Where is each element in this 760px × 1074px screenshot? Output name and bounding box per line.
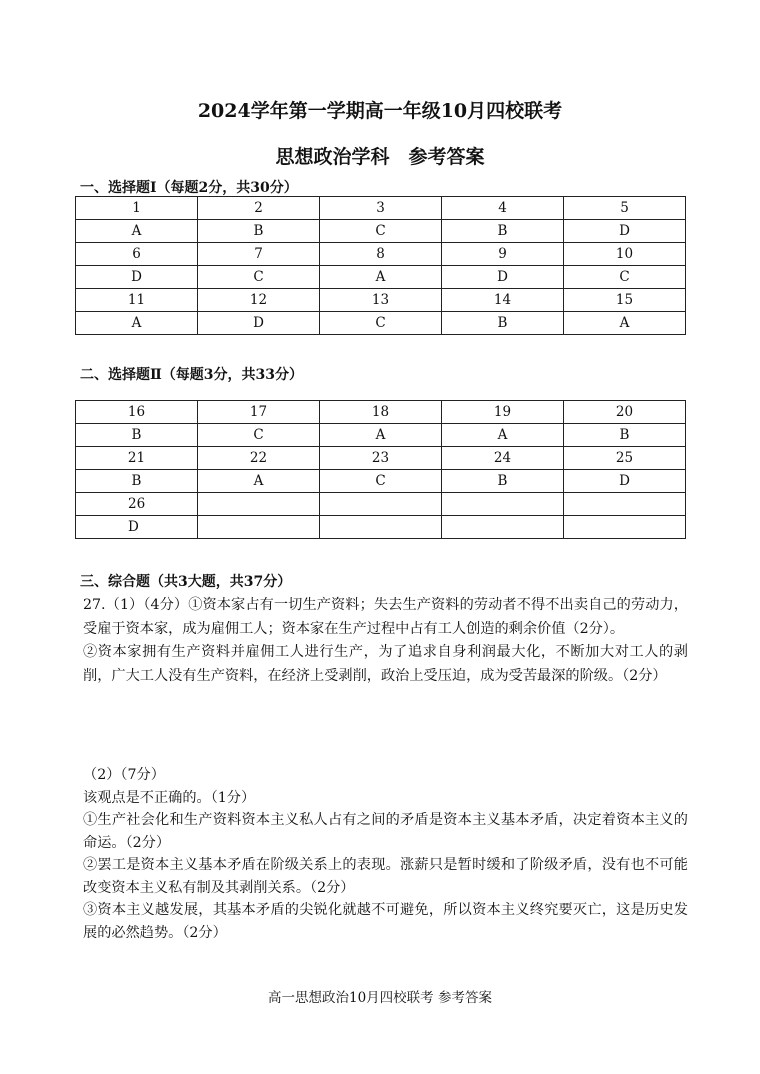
table-cell: 22 <box>198 447 320 470</box>
table-cell: 6 <box>76 243 198 266</box>
table-cell: 11 <box>76 289 198 312</box>
table-cell: 18 <box>320 401 442 424</box>
table-cell: 26 <box>76 493 198 516</box>
table-cell <box>564 516 686 539</box>
table-cell: D <box>442 266 564 289</box>
table-cell: 20 <box>564 401 686 424</box>
table-row <box>76 266 686 289</box>
table-cell: 1 <box>76 197 198 220</box>
table-cell <box>564 493 686 516</box>
table-row <box>76 401 686 424</box>
document-subtitle: 思想政治学科 参考答案 <box>275 146 485 168</box>
answer-27-2-a: 该观点是不正确的。（1分） <box>83 789 256 806</box>
table-cell: 9 <box>442 243 564 266</box>
table-cell: B <box>76 470 198 493</box>
table-cell: D <box>76 266 198 289</box>
table-cell: B <box>564 424 686 447</box>
answer-27-2-d: ③资本主义越发展，其基本矛盾的尖锐化就越不可避免，所以资本主义终究要灭亡，这是历史发展的必然趋势。（2分） <box>83 902 688 941</box>
table-row <box>76 424 686 447</box>
section3-heading: 三、综合题（共3大题，共37分） <box>80 574 292 590</box>
table-cell: 17 <box>198 401 320 424</box>
table-cell: B <box>76 424 198 447</box>
table-cell: 15 <box>564 289 686 312</box>
table-cell: 2 <box>198 197 320 220</box>
table-cell: A <box>198 470 320 493</box>
table-cell: A <box>564 312 686 335</box>
table-cell <box>198 516 320 539</box>
table-cell: 4 <box>442 197 564 220</box>
table-cell: 3 <box>320 197 442 220</box>
table-cell: 16 <box>76 401 198 424</box>
table-cell: B <box>442 470 564 493</box>
table-cell: 25 <box>564 447 686 470</box>
table-cell: C <box>320 470 442 493</box>
table-cell <box>442 493 564 516</box>
table-row <box>76 197 686 220</box>
table-cell: 5 <box>564 197 686 220</box>
table-cell <box>198 493 320 516</box>
answer-27-2-c: ②罢工是资本主义基本矛盾在阶级关系上的表现。涨薪只是暂时缓和了阶级矛盾，没有也不可能改变资本主义私有制及其剥削关系。（2分） <box>83 857 688 896</box>
table-cell: 10 <box>564 243 686 266</box>
table-cell: 7 <box>198 243 320 266</box>
table-cell: A <box>442 424 564 447</box>
table-cell: C <box>320 312 442 335</box>
table-row <box>76 493 686 516</box>
table-row <box>76 516 686 539</box>
table-cell: 23 <box>320 447 442 470</box>
answer-27-1-a: 27.（1）（4分）①资本家占有一切生产资料；失去生产资料的劳动者不得不出卖自己的劳动力，受雇于资本家，成为雇佣工人；资本家在生产过程中占有工人创造的剩余价值（2分）。 <box>83 597 688 637</box>
table-cell <box>320 516 442 539</box>
table-cell <box>442 516 564 539</box>
table-cell: C <box>198 424 320 447</box>
table-row <box>76 289 686 312</box>
document-title: 2024学年第一学期高一年级10月四校联考 <box>197 100 563 122</box>
table-cell: B <box>442 312 564 335</box>
table-cell: 12 <box>198 289 320 312</box>
table-cell: D <box>76 516 198 539</box>
table-cell: D <box>198 312 320 335</box>
table-cell: A <box>76 312 198 335</box>
table-row <box>76 243 686 266</box>
section2-heading: 二、选择题Ⅱ（每题3分，共33分） <box>80 367 304 383</box>
table-cell: 19 <box>442 401 564 424</box>
answer-table-1 <box>75 196 686 335</box>
table-cell: A <box>320 424 442 447</box>
page-footer: 高一思想政治10月四校联考 参考答案 <box>268 990 492 1006</box>
table-cell: 14 <box>442 289 564 312</box>
table-cell: B <box>198 220 320 243</box>
question-27-part1 <box>83 594 688 688</box>
table-cell: C <box>320 220 442 243</box>
table-cell: 21 <box>76 447 198 470</box>
answer-27-1-b: ②资本家拥有生产资料并雇佣工人进行生产，为了追求自身利润最大化，不断加大对工人的剥削，广大工人没有生产资料，在经济上受剥削，政治上受压迫，成为受苦最深的阶级。（2分） <box>83 644 688 684</box>
table-row <box>76 447 686 470</box>
table-cell: C <box>564 266 686 289</box>
table-cell <box>320 493 442 516</box>
table-cell: A <box>320 266 442 289</box>
table-cell: A <box>76 220 198 243</box>
answer-27-2-b: ①生产社会化和生产资料资本主义私人占有之间的矛盾是资本主义基本矛盾，决定着资本主义的命运。（2分） <box>83 812 688 851</box>
table-cell: C <box>198 266 320 289</box>
answer-27-2-heading: （2）（7分） <box>83 767 165 783</box>
table-cell: 24 <box>442 447 564 470</box>
table-row <box>76 312 686 335</box>
table-cell: D <box>564 470 686 493</box>
table-row <box>76 220 686 243</box>
answer-table-2 <box>75 400 686 539</box>
question-27-part2 <box>83 764 688 944</box>
table-cell: 13 <box>320 289 442 312</box>
table-cell: D <box>564 220 686 243</box>
section1-heading: 一、选择题Ⅰ（每题2分，共30分） <box>80 180 298 196</box>
table-cell: 8 <box>320 243 442 266</box>
table-row <box>76 470 686 493</box>
table-cell: B <box>442 220 564 243</box>
